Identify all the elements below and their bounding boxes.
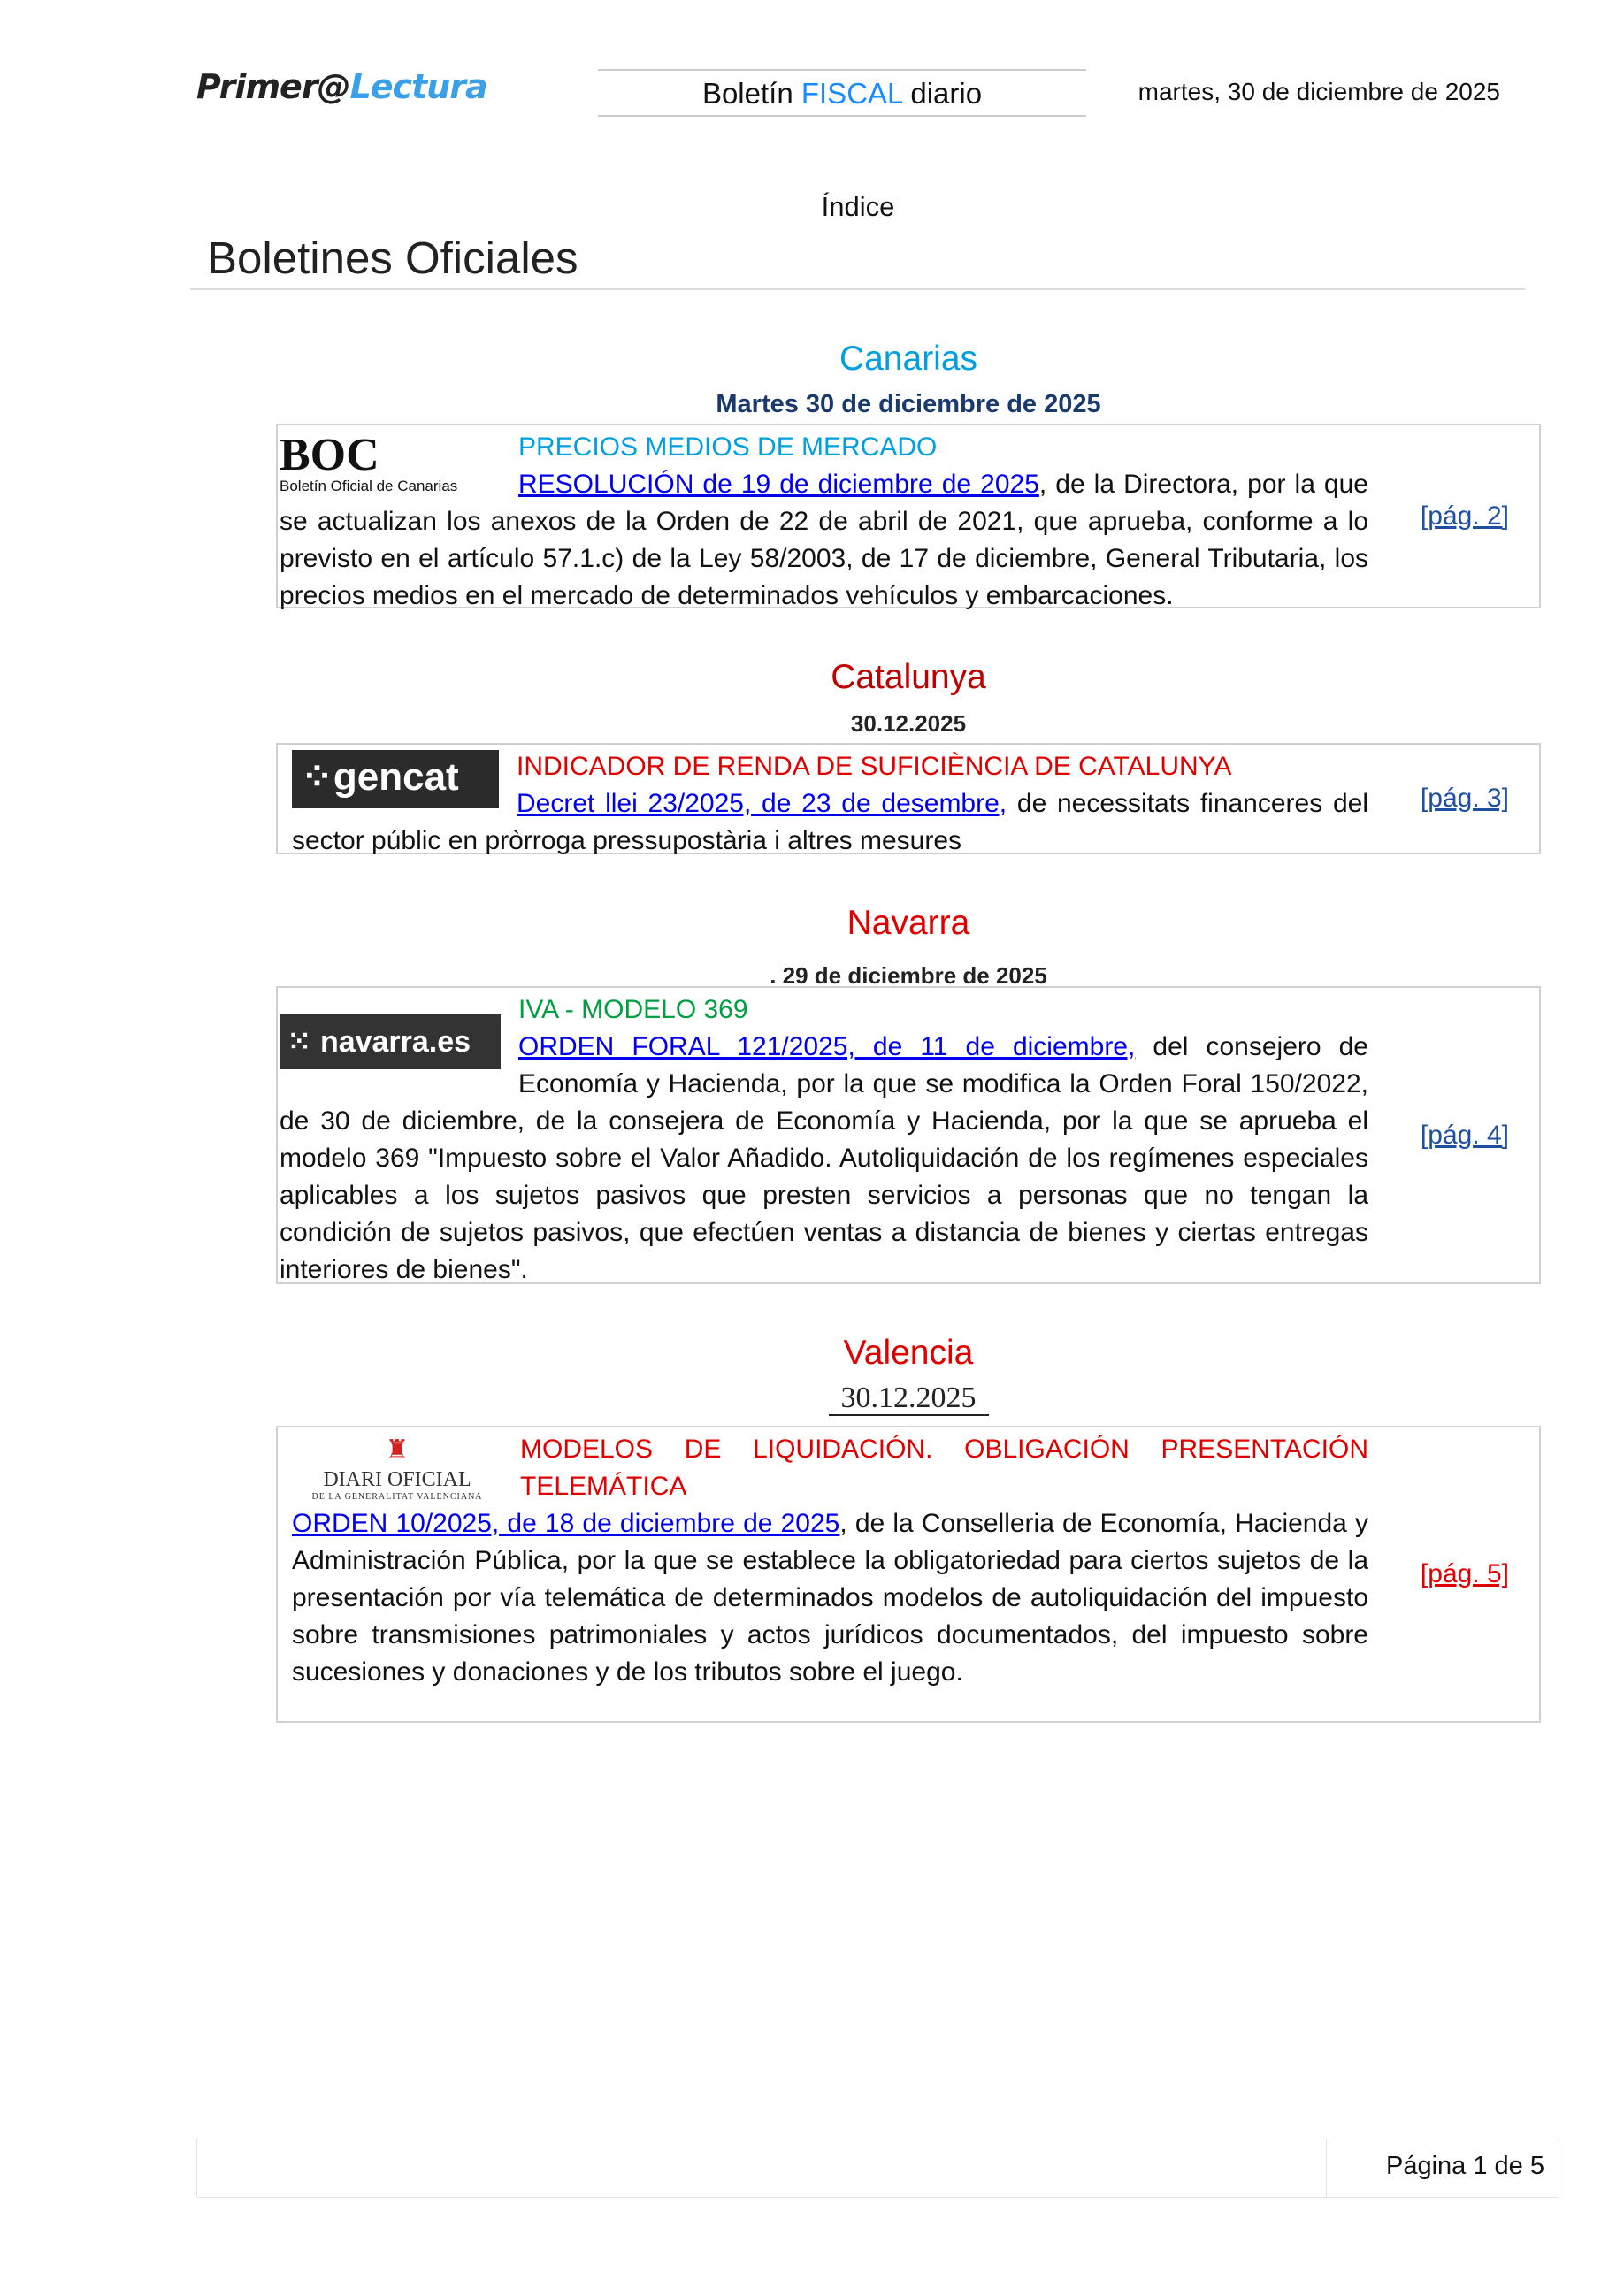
region-date: . 29 de diciembre de 2025 [770,962,1047,989]
resolution-link[interactable]: RESOLUCIÓN de 19 de diciembre de 2025 [518,470,1039,499]
region-heading-canarias: Canarias [839,340,978,378]
page-link[interactable]: [pág. 2] [1420,501,1509,531]
primera-lectura-logo: Primer@Lectura [196,67,487,106]
decree-link[interactable]: Decret llei 23/2025, de 23 de desembre, [517,789,1007,818]
header-date: martes, 30 de diciembre de 2025 [1138,78,1500,105]
page-number: Página 1 de 5 [1386,2152,1544,2180]
dogv-logo: ♜ DIARI OFICIAL DE LA GENERALITAT VALENCIANA [292,1431,502,1504]
page-link[interactable]: [pág. 4] [1420,1120,1509,1150]
entry-navarra: ⁙ navarra.es IVA - MODELO 369 ORDEN FORAL 121/2025, de 11 de diciembre, del consejero de Economía y Hacienda, por la que se modifica la Orden Foral 150/2022, de 30 de diciembre, de la consejera de Economía y Hacienda, por la que se aprueba el modelo 369 "Impuesto sobre el Valor Añadido. Autoliquidación de los regímenes especiales aplicables a los sujetos pasivos que presten servicios a personas que no tengan la condición de sujetos pasivos, que efectúen ventas a distancia de bienes y ciertas entregas interiores de bienes". [pág. 4] [276,986,1541,1284]
page-link[interactable]: [pág. 3] [1420,784,1509,813]
region-date: 30.12.2025 [850,710,967,737]
orden-link[interactable]: ORDEN 10/2025, de 18 de diciembre de 2025 [292,1509,840,1538]
region-heading-navarra: Navarra [846,904,970,942]
footer [196,2139,1559,2198]
region-heading-catalunya: Catalunya [831,658,986,696]
coat-of-arms-icon: ♜ [385,1435,410,1465]
entry-valencia: ♜ DIARI OFICIAL DE LA GENERALITAT VALENCIANA MODELOS DE LIQUIDACIÓN. OBLIGACIÓN PRESENTACIÓN TELEMÁTICA ORDEN 10/2025, de 18 de diciembre de 2025, de la Conselleria de Economía, Hacienda y Administración Pública, por la que se establece la obligatoriedad para ciertos sujetos de la presentación por vía telemática de determinados modelos de autoliquidación del impuesto sobre transmisiones patrimoniales y actos jurídicos documentados, del impuesto sobre sucesiones y donaciones y de los tributos sobre el juego. [pág. 5] [276,1426,1541,1723]
entry-title: INDICADOR DE RENDA DE SUFICIÈNCIA DE CATALUNYA [517,752,1232,781]
region-heading-valencia: Valencia [843,1334,974,1372]
gencat-logo: ⁘gencat [292,750,499,808]
entry-canarias: BOC Boletín Oficial de Canarias PRECIOS MEDIOS DE MERCADO RESOLUCIÓN de 19 de diciembre de 2025, de la Directora, por la que se actualizan los anexos de la Orden de 22 de abril de 2021, que aprueba, conforme a lo previsto en el artículo 57.1.c) de la Ley 58/2003, de 17 de diciembre, General Tributaria, los precios medios en el mercado de determinados vehículos y embarcaciones. [pág. 2] [276,424,1541,608]
entry-title: PRECIOS MEDIOS DE MERCADO [518,432,938,462]
footer-divider [1326,2139,1327,2197]
index-link[interactable]: Índice [821,191,895,222]
divider [190,288,1525,290]
boc-logo: BOC Boletín Oficial de Canarias [280,430,458,494]
orden-foral-link[interactable]: ORDEN FORAL 121/2025, de 11 de diciembre, [518,1032,1136,1061]
navarra-logo: ⁙ navarra.es [280,1014,501,1069]
bulletin-title: Boletín FISCAL diario [598,69,1086,117]
section-title: Boletines Oficiales [207,233,578,283]
entry-title: IVA - MODELO 369 [518,995,748,1024]
page-link[interactable]: [pág. 5] [1420,1559,1509,1588]
region-date: Martes 30 de diciembre de 2025 [716,390,1101,418]
region-date: 30.12.2025 [276,1381,1541,1415]
entry-catalunya: ⁘gencat INDICADOR DE RENDA DE SUFICIÈNCIA DE CATALUNYA Decret llei 23/2025, de 23 de desembre, de necessitats financeres del sector públic en pròrroga pressupostària i altres mesures [pág. 3] [276,743,1541,854]
entry-title: MODELOS DE LIQUIDACIÓN. OBLIGACIÓN PRESENTACIÓN TELEMÁTICA [520,1435,1368,1501]
